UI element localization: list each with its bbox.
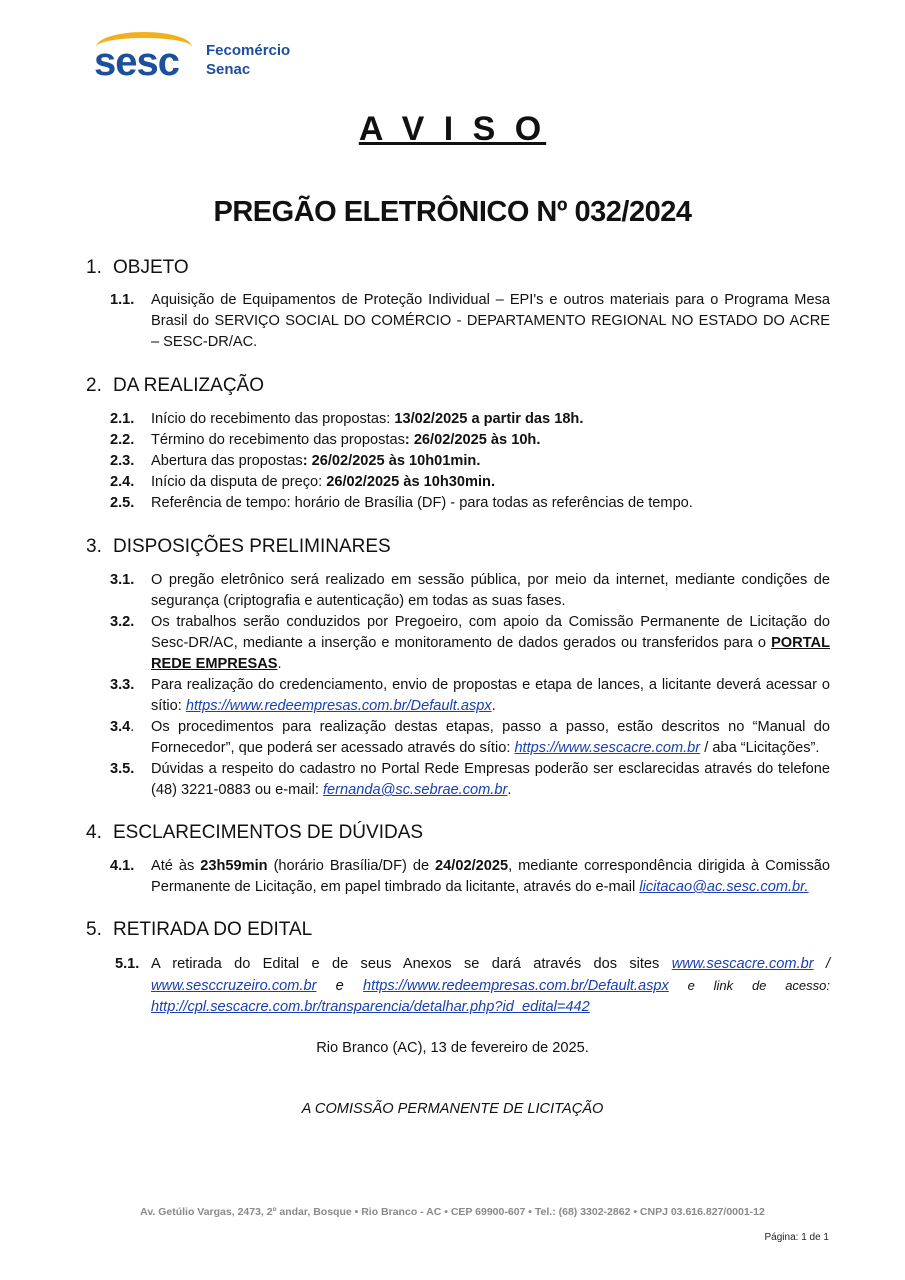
item-text: (horário Brasília/DF) de: [267, 858, 436, 874]
section-number: 2.: [86, 375, 102, 396]
email-fernanda-link[interactable]: fernanda@sc.sebrae.com.br: [322, 782, 508, 798]
item-text: Sesc-DR/AC, mediante a inserção e monitoramento de dados gerados ou transferidos para o: [151, 635, 772, 651]
item-3-3: [110, 675, 830, 717]
section-title: RETIRADA DO EDITAL: [113, 919, 313, 940]
item-text: Fornecedor”, que poderá ser acessado através do sítio:: [151, 740, 515, 756]
edital-access-link[interactable]: http://cpl.sescacre.com.br/transparencia/detalhar.php?id_edital=442: [151, 999, 590, 1015]
section-heading-esclarecimentos: [86, 822, 423, 844]
item-2-2: [110, 430, 830, 451]
item-text: Início do recebimento das propostas:: [151, 411, 395, 427]
section-title: OBJETO: [113, 257, 189, 278]
item-text-line: Aquisição de Equipamentos de Proteção Individual – EPI's e outros materiais para o Programa Mesa: [151, 292, 830, 308]
item-text: , mediante correspondência dirigida à Comissão: [508, 858, 830, 874]
item-text-line: Brasil do SERVIÇO SOCIAL DO COMÉRCIO - DEPARTAMENTO REGIONAL NO ESTADO DO ACRE: [151, 313, 830, 329]
section-number: 4.: [86, 822, 102, 843]
item-4-1: [110, 856, 830, 898]
item-number: 1.1.: [110, 292, 135, 308]
item-date: : 26/02/2025 às 10h01min.: [302, 453, 481, 469]
signature-commission: A COMISSÃO PERMANENTE DE LICITAÇÃO: [301, 1101, 604, 1117]
item-date: : 26/02/2025 às 10h.: [404, 432, 541, 448]
item-number: 2.4.: [110, 474, 135, 490]
item-text: .: [507, 782, 512, 798]
item-2-5: [110, 493, 830, 514]
portal-name: REDE EMPRESAS: [151, 656, 278, 672]
item-text-line: Os procedimentos para realização destas etapas, passo a passo, estão descritos no “Manual do: [151, 719, 830, 735]
item-text-line: segurança (criptografia e autenticação) em todas as suas fases.: [151, 593, 566, 609]
item-text-line: O pregão eletrônico será realizado em sessão pública, por meio da internet, mediante condições de: [151, 572, 830, 588]
item-3-5: [110, 759, 830, 801]
logo-wordmark: sesc: [94, 40, 179, 84]
item-2-4: [110, 472, 830, 493]
item-text: Permanente de Licitação, em papel timbrado da licitante, através do e-mail: [151, 879, 640, 895]
item-text: .: [491, 698, 496, 714]
place-date: Rio Branco (AC), 13 de fevereiro de 2025.: [316, 1040, 589, 1056]
redeempresas-link[interactable]: https://www.redeempresas.com.br/Default.aspx: [185, 698, 492, 714]
item-text: e link de acesso:: [668, 978, 830, 993]
section-heading-realizacao: [86, 375, 264, 397]
item-text: sítio:: [151, 698, 186, 714]
section-number: 5.: [86, 919, 102, 940]
item-text-line: Para realização do credenciamento, envio de propostas e etapa de lances, a licitante deverá acessar o: [151, 677, 830, 693]
item-text-line: Dúvidas a respeito do cadastro no Portal Rede Empresas poderão ser esclarecidas através do telefone: [151, 761, 830, 777]
item-number: 3.3.: [110, 677, 135, 693]
item-text: Término do recebimento das propostas: [151, 432, 405, 448]
item-date: 26/02/2025 às 10h30min.: [326, 474, 496, 490]
item-3-2: [110, 612, 830, 675]
page-number: Página: 1 de 1: [764, 1232, 829, 1243]
sesc-logo: [94, 28, 304, 82]
item-text: .: [277, 656, 282, 672]
item-text: Até às: [151, 858, 201, 874]
item-number: 3.5.: [110, 761, 135, 777]
item-2-3: [110, 451, 830, 472]
section-heading-disposicoes: [86, 536, 391, 558]
item-3-1: [110, 570, 830, 612]
item-date: 13/02/2025 a partir das 18h.: [394, 411, 584, 427]
item-number: 3.2.: [110, 614, 135, 630]
email-licitacao-link[interactable]: licitacao@ac.sesc.com.br.: [639, 879, 809, 895]
item-separator: /: [813, 956, 831, 972]
portal-name: PORTAL: [771, 635, 830, 651]
item-text-line: Os trabalhos serão conduzidos por Pregoeiro, com apoio da Comissão Permanente de Licitação do: [151, 614, 830, 630]
logo-senac: Senac: [206, 61, 251, 78]
item-number: 2.3.: [110, 453, 135, 469]
sescacre-site-link[interactable]: www.sescacre.com.br: [671, 956, 814, 972]
section-heading-objeto: [86, 257, 189, 279]
section-heading-retirada: [86, 919, 312, 941]
section-number: 1.: [86, 257, 102, 278]
item-number: 2.1.: [110, 411, 135, 427]
logo-fecomercio: Fecomércio: [206, 42, 291, 59]
item-number: 4.1.: [110, 858, 135, 874]
item-3-4: [110, 717, 830, 759]
section-title: ESCLARECIMENTOS DE DÚVIDAS: [113, 822, 424, 843]
item-2-1: [110, 409, 830, 430]
page-subtitle: PREGÃO ELETRÔNICO Nº 032/2024: [213, 196, 692, 228]
item-number: 2.2.: [110, 432, 135, 448]
sesccruzeiro-link[interactable]: www.sesccruzeiro.com.br: [151, 978, 317, 994]
item-5-1: [110, 954, 830, 1018]
item-text: Referência de tempo: horário de Brasília (DF) - para todas as referências de tempo.: [151, 495, 693, 511]
item-1-1: [110, 290, 830, 353]
item-text: A retirada do Edital e de seus Anexos se dará através dos sites: [151, 956, 672, 972]
sescacre-link[interactable]: https://www.sescacre.com.br: [514, 740, 701, 756]
footer-address: Av. Getúlio Vargas, 2473, 2º andar, Bosque • Rio Branco - AC • CEP 69900-607 • Tel.: (68) 3302-2862 • CNPJ 03.616.827/0001-12: [140, 1206, 765, 1218]
redeempresas-site-link[interactable]: https://www.redeempresas.com.br/Default.aspx: [363, 978, 669, 994]
section-title: DISPOSIÇÕES PRELIMINARES: [113, 536, 391, 557]
item-text: Abertura das propostas: [151, 453, 303, 469]
page-title: A V I S O: [358, 110, 547, 148]
item-text: (48) 3221-0883 ou e-mail:: [151, 782, 323, 798]
item-text: / aba “Licitações”.: [700, 740, 820, 756]
item-text: Início da disputa de preço:: [151, 474, 327, 490]
deadline-date: 24/02/2025: [435, 858, 509, 874]
section-title: DA REALIZAÇÃO: [113, 375, 264, 396]
item-number: 5.1.: [115, 956, 140, 972]
section-number: 3.: [86, 536, 102, 557]
item-number: 2.5.: [110, 495, 135, 511]
item-number-dot: .: [130, 719, 135, 735]
item-text-line: – SESC-DR/AC.: [151, 334, 258, 350]
deadline-time: 23h59min: [200, 858, 268, 874]
item-text: e: [316, 978, 364, 994]
item-number: 3.4: [110, 719, 131, 735]
item-number: 3.1.: [110, 572, 135, 588]
